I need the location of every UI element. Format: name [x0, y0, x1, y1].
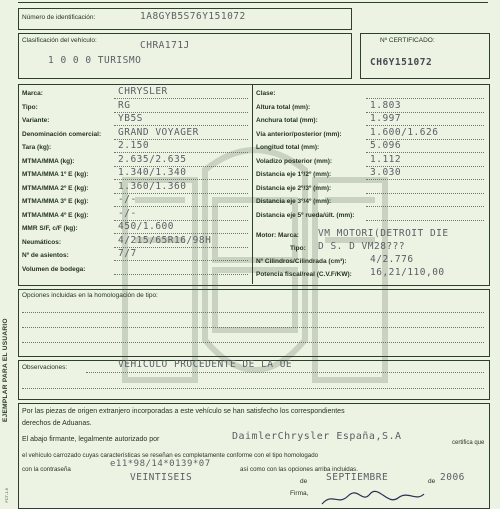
de-label-1: de	[300, 478, 308, 485]
left-field-label: Marca:	[22, 90, 43, 97]
left-field-label: Nº de asientos:	[22, 252, 69, 259]
left-field-value: YB5S	[118, 113, 143, 124]
footer-line1: Por las piezas de origen extranjero incorporadas a este vehículo se han satisfecho los correspondientes	[22, 408, 345, 415]
motor-tipo-label: Tipo:	[290, 245, 306, 252]
footer-line5b: así como con las opciones arriba incluidas.	[240, 466, 358, 473]
ident-label: Número de identificación:	[22, 14, 96, 21]
left-field-label: MTMA/MMA 3º E (kg):	[22, 198, 89, 205]
left-field-line	[114, 274, 248, 275]
left-field-value: GRAND VOYAGER	[118, 126, 199, 138]
observ-line	[86, 372, 484, 373]
footer-line5a: con la contraseña	[22, 466, 71, 473]
left-field-label: MTMA/MMA 4º E (kg):	[22, 211, 89, 219]
motor-marca-value: VM MOTORI(DETROIT DIE	[318, 228, 449, 239]
right-field-label: Distancia eje 3º/4º (mm):	[256, 198, 332, 205]
left-field-value: 2.635/2.635	[118, 153, 187, 165]
observ-line	[22, 388, 484, 389]
left-field-value: 1.340/1.340	[118, 167, 187, 178]
right-field-line	[366, 193, 484, 194]
right-field-value: 1.600/1.626	[370, 126, 439, 138]
left-field-label: MTMA/MMA 1º E (kg):	[22, 171, 89, 178]
left-field-label: MTMA/MMA (kg):	[22, 157, 75, 165]
left-field-value: -/-	[118, 207, 137, 219]
ident-value: 1A8GYB5S76Y151072	[140, 11, 246, 22]
right-field-label: Clase:	[256, 90, 276, 97]
options-line	[22, 327, 484, 328]
left-field-value: CHRYSLER	[118, 86, 168, 97]
month-value: SEPTIEMBRE	[326, 472, 389, 483]
company-value: DaimlerChrysler España,S.A	[232, 431, 402, 442]
motor-pot-label: Potencia fiscal/real (C.V.F/KW):	[256, 271, 352, 278]
cert-label: Nº CERTIFICADO:	[380, 37, 435, 44]
left-field-value: RG	[118, 99, 131, 111]
left-field-value: 2.150	[118, 140, 150, 151]
motor-pot-value: 16,21/110,00	[370, 267, 445, 278]
right-field-line	[366, 206, 484, 207]
right-field-label: Distancia eje 5º rueda/últ. (mm):	[256, 211, 355, 219]
left-field-label: Tara (kg):	[22, 144, 52, 151]
day-value: VEINTISEIS	[130, 472, 193, 483]
main-data-box	[18, 84, 490, 286]
de-label-2: de	[428, 478, 436, 485]
options-label: Opciones incluidas en la homologación de tipo:	[22, 292, 158, 299]
cert-value: CH6Y151072	[370, 57, 433, 68]
clasif-code: CHRA171J	[140, 40, 190, 51]
right-field-label: Longitud total (mm):	[256, 144, 320, 151]
right-field-label: Vía anterior/posterior (mm):	[256, 130, 342, 138]
left-field-label: Tipo:	[22, 103, 38, 111]
left-field-label: Variante:	[22, 117, 50, 124]
right-field-label: Voladizo posterior (mm):	[256, 157, 333, 165]
form-code: FCT-1-6	[4, 488, 9, 503]
signature-icon	[318, 490, 428, 508]
right-field-label: Altura total (mm):	[256, 103, 311, 111]
right-field-value: 5.096	[370, 140, 402, 151]
left-field-value: 1.360/1.360	[118, 180, 187, 192]
observ-value: VEHICULO PROCEDENTE DE LA UE	[118, 359, 293, 370]
right-field-label: Anchura total (mm):	[256, 117, 318, 124]
right-field-value: 3.030	[370, 167, 402, 178]
right-field-label: Distancia eje 2º/3º (mm):	[256, 184, 332, 192]
options-box	[18, 289, 490, 357]
right-field-value: 1.112	[370, 153, 402, 165]
motor-cil-value: 4/2.776	[370, 254, 414, 265]
right-field-label: Distancia eje 1º/2º (mm):	[256, 171, 332, 178]
right-field-line	[366, 220, 484, 221]
firma-label: Firma,	[290, 490, 309, 497]
left-field-label: Denominación comercial:	[22, 130, 102, 138]
motor-tipo-value: D S. D VM28???	[318, 241, 406, 252]
footer-line3a: El abajo firmante, legalmente autorizado por	[22, 436, 160, 443]
clasif-value: 1 0 0 0 TURISMO	[48, 55, 142, 66]
right-field-line	[366, 179, 484, 180]
contrasena-value: e11*98/14*0139*07	[110, 459, 211, 469]
right-field-value: 1.803	[370, 99, 402, 111]
observ-label: Observaciones:	[22, 364, 68, 371]
left-field-label: Neumáticos:	[22, 238, 62, 246]
options-line	[22, 342, 484, 343]
top-rule	[18, 2, 488, 3]
footer-line2: derechos de Aduanas.	[22, 420, 92, 427]
right-field-value: 1.997	[370, 113, 402, 124]
footer-line3b: certifica que	[452, 440, 485, 446]
left-field-line	[114, 260, 248, 261]
motor-marca-label: Motor: Marca:	[256, 232, 299, 239]
footer-line4: el vehículo carrozado cuyas características se reseñan es completamente conforme con el tipo homologado	[22, 452, 319, 459]
left-field-label: Volumen de bodega:	[22, 265, 86, 273]
left-field-label: MTMA/MMA 2º E (kg):	[22, 184, 89, 192]
left-field-value: 450/1.600	[118, 221, 174, 232]
clasif-label: Clasificación del vehículo:	[22, 37, 97, 44]
left-field-label: MMR S/F, c/F (kg):	[22, 225, 78, 232]
left-field-line	[114, 98, 248, 99]
left-field-value: 7/7	[118, 248, 137, 259]
side-label: EJEMPLAR PARA EL USUARIO	[2, 318, 9, 422]
main-divider	[252, 84, 253, 284]
year-value: 2006	[440, 472, 465, 483]
left-field-value: -/-	[118, 194, 137, 205]
options-line	[22, 312, 484, 313]
left-field-value: 4/215/65R16/98H	[118, 234, 212, 246]
motor-cil-label: Nº Cilindros/Cilindrada (cm³):	[256, 258, 347, 265]
